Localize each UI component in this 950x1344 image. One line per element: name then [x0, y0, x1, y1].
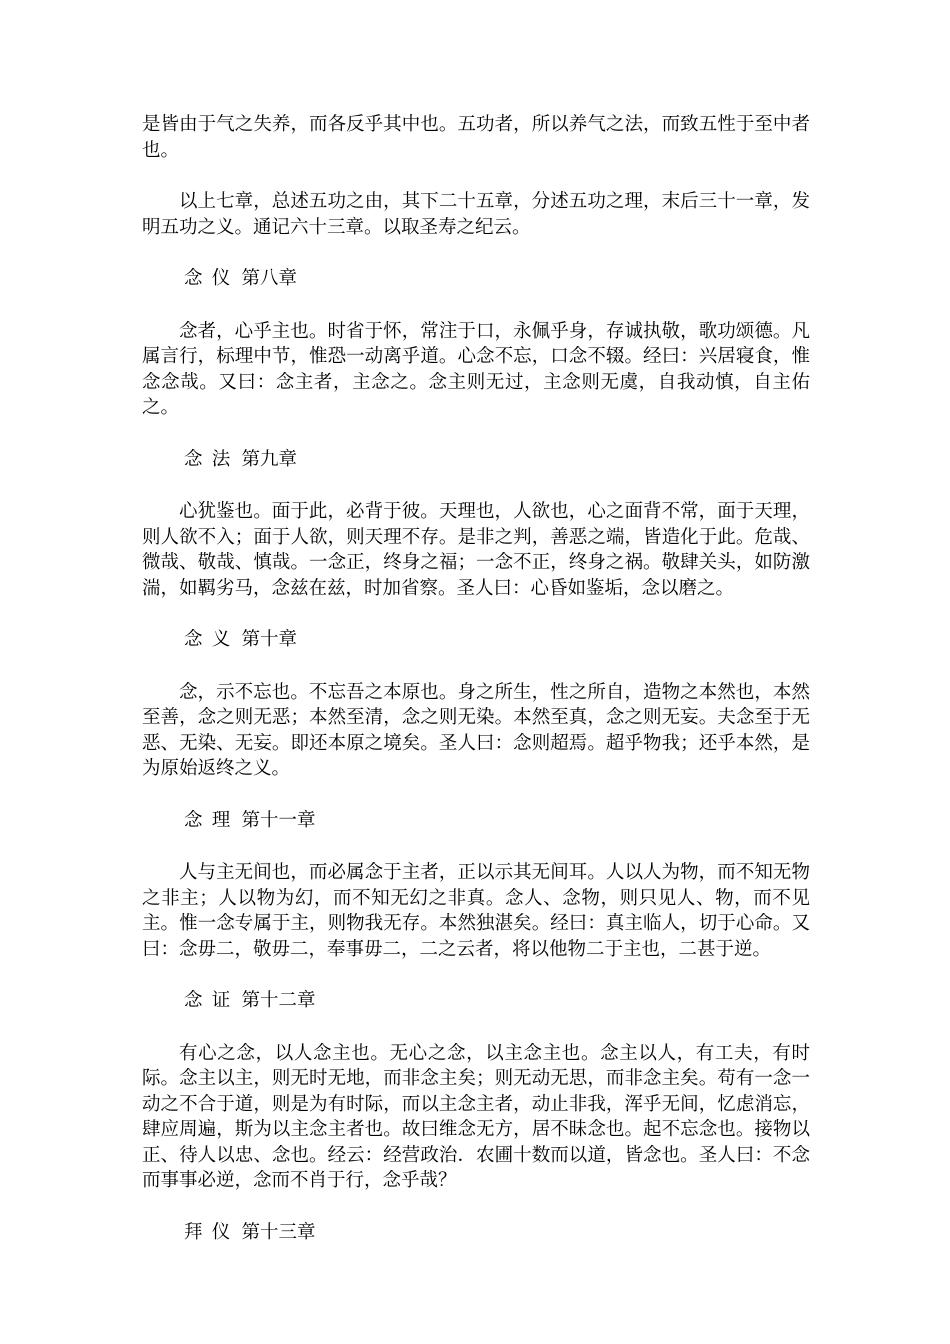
chapter-title: 拜仪 — [184, 1221, 240, 1243]
paragraph: 念者，心乎主也。时省于怀，常注于口，永佩乎身，存诚执敬，歌功颂德。凡属言行，标理中节，惟恐一动离乎道。心念不忘，口念不辍。经曰：兴居寝食，惟念念哉。又曰：念主者，主念之。念主则无过，主念则无虞，自我动慎，自主佑之。 — [142, 320, 810, 418]
paragraph: 念，示不忘也。不忘吾之本原也。身之所生，性之所自，造物之本然也，本然至善，念之则无恶；本然至清，念之则无染。本然至真，念之则无妄。夫念至于无恶、无染、无妄。即还本原之境矣。圣人曰：念则超焉。超乎物我；还乎本然，是为原始返终之义。 — [142, 681, 810, 779]
chapter-heading — [142, 266, 810, 292]
chapter-heading — [142, 1220, 810, 1246]
chapter-number: 第十三章 — [241, 1221, 316, 1243]
chapter-number: 第九章 — [241, 448, 298, 470]
paragraph: 有心之念，以人念主也。无心之念，以主念主也。念主以人，有工夫，有时际。念主以主，则无时无地，而非念主矣；则无动无思，而非念主矣。苟有一念一动之不合于道，则是为有时际，而以主念主者，动止非我，浑乎无间，忆虑消忘，肆应周遍，斯为以主念主者也。故曰维念无方，居不昧念也。起不忘念也。接物以正、待人以忠、念也。经云：经营政治．农圃十数而以道，皆念也。圣人曰：不念而事事必逆，念而不肖于行，念乎哉？ — [142, 1042, 810, 1191]
chapter-heading — [142, 988, 810, 1014]
paragraph: 心犹鉴也。面于此，必背于彼。天理也，人欲也，心之面背不常，面于天理，则人欲不入；面于人欲，则天理不存。是非之判，善恶之端，皆造化于此。危哉、微哉、敬哉、慎哉。一念正，终身之福；一念不正，终身之祸。敬肆关头，如防激湍，如羁劣马，念兹在兹，时加省察。圣人曰：心昏如鉴垢，念以磨之。 — [142, 501, 810, 599]
paragraph: 以上七章，总述五功之由，其下二十五章，分述五功之理，末后三十一章，发明五功之义。通记六十三章。以取圣寿之纪云。 — [142, 191, 810, 238]
paragraph: 人与主无间也，而必属念于主者，正以示其无间耳。人以人为物，而不知无物之非主；人以物为幻，而不知无幻之非真。念人、念物，则只见人、物，而不见主。惟一念专属于主，则物我无存。本然独湛矣。经曰：真主临人，切于心命。又曰：念毋二，敬毋二，奉事毋二，二之云者，将以他物二于主也，二甚于逆。 — [142, 862, 810, 960]
chapter-title: 念理 — [184, 809, 240, 831]
chapter-title: 念义 — [184, 629, 240, 650]
chapter-number: 第十一章 — [241, 809, 316, 831]
document-page — [142, 112, 810, 1272]
chapter-title: 念仪 — [184, 268, 240, 289]
chapter-heading — [142, 447, 810, 473]
paragraph: 是皆由于气之失养，而各反乎其中也。五功者，所以养气之法，而致五性于至中者也。 — [142, 114, 810, 161]
chapter-heading — [142, 808, 810, 834]
chapter-number: 第八章 — [241, 268, 298, 289]
chapter-title: 念证 — [184, 990, 240, 1011]
chapter-number: 第十章 — [241, 629, 298, 650]
chapter-title: 念法 — [184, 448, 240, 470]
chapter-heading — [142, 627, 810, 653]
chapter-number: 第十二章 — [241, 990, 316, 1011]
